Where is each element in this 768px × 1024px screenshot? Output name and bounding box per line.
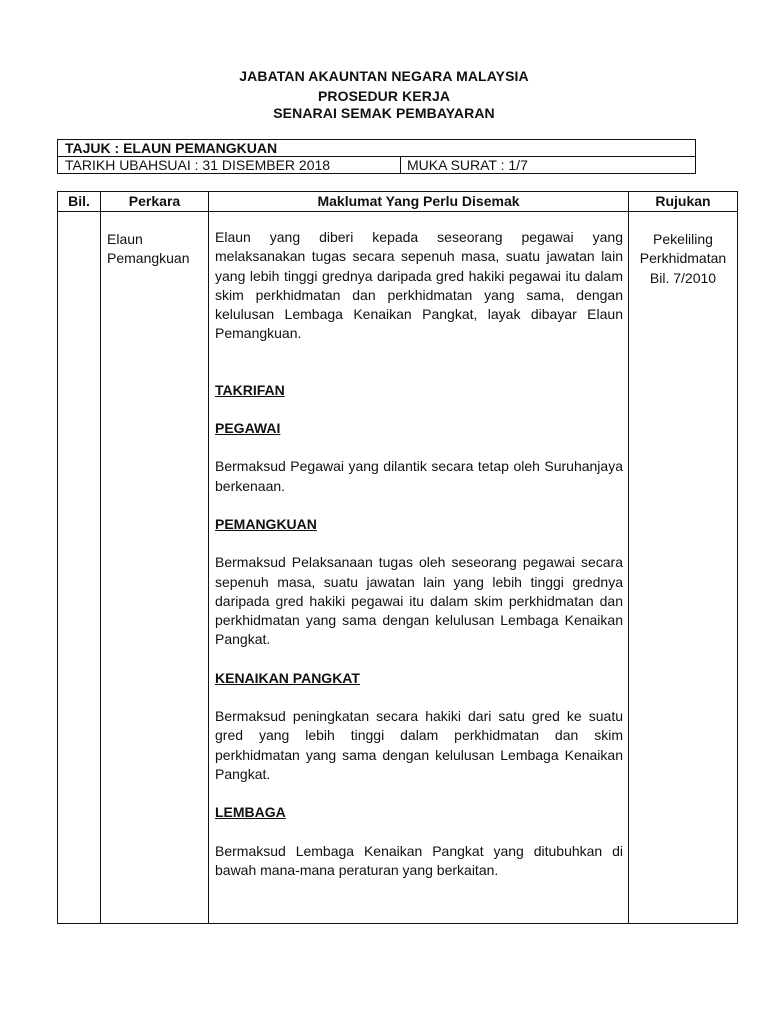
tajuk-field: TAJUK : ELAUN PEMANGKUAN xyxy=(58,140,695,157)
document-subtitle: SENARAI SEMAK PEMBAYARAN xyxy=(273,105,495,121)
definition-text: Bermaksud peningkatan secara hakiki dari satu gred ke suatu gred yang lebih tinggi dalam perkhidmatan dan skim perkhidmatan yang sama dengan kelulusan Lembaga Kenaikan Pangkat. xyxy=(215,708,623,782)
column-header-bil: Bil. xyxy=(68,193,90,209)
definition-term: KENAIKAN PANGKAT xyxy=(215,669,360,686)
rujukan-line: Bil. 7/2010 xyxy=(649,269,717,286)
column-header-maklumat: Maklumat Yang Perlu Disemak xyxy=(317,193,520,209)
rujukan-cell xyxy=(629,230,737,288)
perkara-line: Pemangkuan xyxy=(107,250,190,267)
header-divider xyxy=(58,211,737,212)
tarikh-ubahsuai-field: TARIKH UBAHSUAI : 31 DISEMBER 2018 xyxy=(58,157,401,173)
info-row-2 xyxy=(58,157,695,173)
column-divider xyxy=(208,192,209,923)
maklumat-cell xyxy=(215,228,623,880)
document-info-box xyxy=(57,139,696,174)
definition-text: Bermaksud Pelaksanaan tugas oleh seseorang pegawai secara sepenuh masa, suatu jawatan lain yang lebih tinggi grednya daripada gred hakiki pegawai itu dalam skim perkhidmatan dan perkhidmatan yang sama dengan kelulusan Lembaga Kenaikan Pangkat. xyxy=(215,554,623,648)
definition-term: PEGAWAI xyxy=(215,420,281,437)
column-divider xyxy=(628,192,629,923)
muka-surat-field: MUKA SURAT : 1/7 xyxy=(407,157,528,173)
rujukan-line: Perkhidmatan xyxy=(639,250,727,267)
definition-text: Bermaksud Lembaga Kenaikan Pangkat yang ditubuhkan di bawah mana-mana peraturan yang berkaitan. xyxy=(215,842,623,878)
column-header-perkara: Perkara xyxy=(128,193,181,209)
column-divider xyxy=(100,192,101,923)
document-type-title: PROSEDUR KERJA xyxy=(317,88,451,104)
perkara-cell xyxy=(107,230,207,269)
column-header-rujukan: Rujukan xyxy=(655,193,711,209)
perkara-line: Elaun xyxy=(107,231,143,247)
checklist-table xyxy=(57,191,738,924)
definition-term: LEMBAGA xyxy=(215,804,286,821)
intro-paragraph: Elaun yang diberi kepada seseorang pegawai yang melaksanakan tugas secara sepenuh masa, suatu jawatan lain yang lebih tinggi grednya daripada gred hakiki pegawai itu dalam skim perkhidmatan dan perkhidmatan yang sama, dengan kelulusan Lembaga Kenaikan Pangkat, layak dibayar Elaun Pemangkuan. xyxy=(215,229,623,342)
definition-term: PEMANGKUAN xyxy=(215,515,317,532)
rujukan-line: Pekeliling xyxy=(653,231,713,247)
organization-title: JABATAN AKAUNTAN NEGARA MALAYSIA xyxy=(239,68,529,84)
takrifan-heading: TAKRIFAN xyxy=(215,381,285,398)
definition-text: Bermaksud Pegawai yang dilantik secara tetap oleh Suruhanjaya berkenaan. xyxy=(215,458,623,494)
